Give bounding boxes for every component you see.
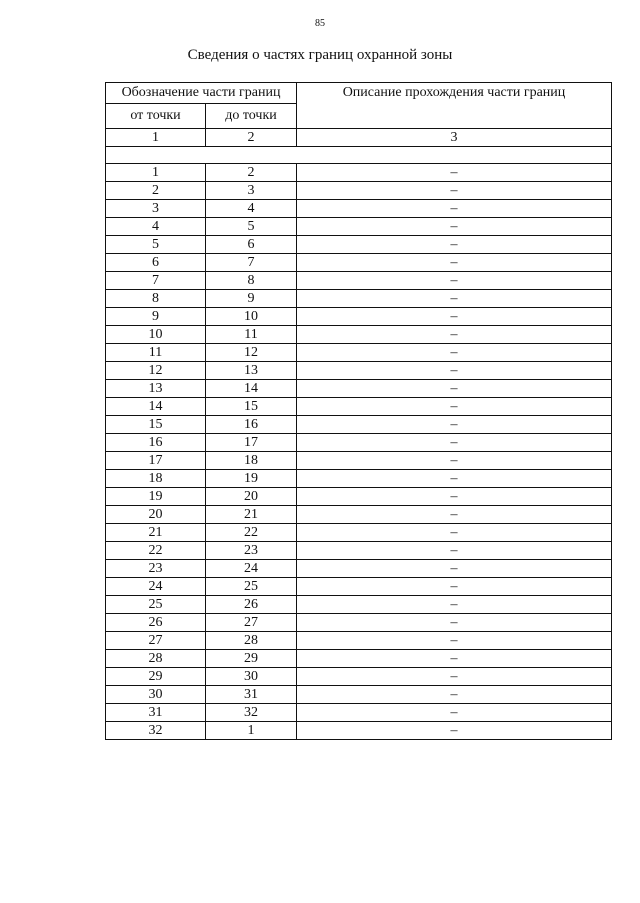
to-point-cell: 18: [206, 452, 297, 470]
table-row: [106, 290, 612, 308]
to-point-cell: 27: [206, 614, 297, 632]
description-cell: –: [297, 182, 612, 200]
to-point-cell: 32: [206, 704, 297, 722]
from-point-cell: 29: [106, 668, 206, 686]
description-cell: –: [297, 236, 612, 254]
boundary-table: [105, 82, 612, 740]
column-number: 3: [297, 129, 612, 147]
description-cell: –: [297, 650, 612, 668]
table-row: [106, 452, 612, 470]
from-point-cell: 19: [106, 488, 206, 506]
description-cell: –: [297, 254, 612, 272]
table-row: [106, 416, 612, 434]
table-row: [106, 578, 612, 596]
description-cell: –: [297, 308, 612, 326]
from-point-cell: 20: [106, 506, 206, 524]
table-row: [106, 398, 612, 416]
to-point-cell: 29: [206, 650, 297, 668]
from-point-cell: 13: [106, 380, 206, 398]
description-cell: –: [297, 416, 612, 434]
from-point-cell: 27: [106, 632, 206, 650]
description-cell: –: [297, 614, 612, 632]
table-row: [106, 560, 612, 578]
table-row: [106, 380, 612, 398]
page-number: 85: [315, 18, 325, 29]
to-point-cell: 31: [206, 686, 297, 704]
to-point-cell: 12: [206, 344, 297, 362]
description-cell: –: [297, 218, 612, 236]
from-point-cell: 1: [106, 164, 206, 182]
column-number: 2: [206, 129, 297, 147]
to-point-cell: 28: [206, 632, 297, 650]
table-row: [106, 506, 612, 524]
table-row: [106, 344, 612, 362]
description-cell: –: [297, 200, 612, 218]
table-row: [106, 614, 612, 632]
to-point-cell: 21: [206, 506, 297, 524]
to-point-cell: 3: [206, 182, 297, 200]
from-point-cell: 25: [106, 596, 206, 614]
table-row: [106, 326, 612, 344]
description-cell: –: [297, 578, 612, 596]
to-point-cell: 16: [206, 416, 297, 434]
column-number: 1: [106, 129, 206, 147]
from-point-cell: 26: [106, 614, 206, 632]
from-point-cell: 16: [106, 434, 206, 452]
from-point-cell: 32: [106, 722, 206, 740]
description-cell: –: [297, 542, 612, 560]
from-point-cell: 10: [106, 326, 206, 344]
to-point-cell: 6: [206, 236, 297, 254]
description-cell: –: [297, 164, 612, 182]
from-point-cell: 12: [106, 362, 206, 380]
to-point-cell: 23: [206, 542, 297, 560]
table-row: [106, 668, 612, 686]
description-cell: –: [297, 380, 612, 398]
to-point-cell: 11: [206, 326, 297, 344]
from-point-cell: 15: [106, 416, 206, 434]
header-description: Описание прохождения части границ: [297, 83, 612, 129]
table-row: [106, 236, 612, 254]
description-cell: –: [297, 326, 612, 344]
from-point-cell: 28: [106, 650, 206, 668]
description-cell: –: [297, 668, 612, 686]
to-point-cell: 4: [206, 200, 297, 218]
from-point-cell: 8: [106, 290, 206, 308]
blank-row: [106, 147, 612, 164]
table-body: [106, 164, 612, 740]
table-row: [106, 434, 612, 452]
to-point-cell: 15: [206, 398, 297, 416]
table-row: [106, 308, 612, 326]
to-point-cell: 7: [206, 254, 297, 272]
table-row: [106, 164, 612, 182]
header-to-point: до точки: [206, 104, 297, 129]
description-cell: –: [297, 398, 612, 416]
to-point-cell: 20: [206, 488, 297, 506]
description-cell: –: [297, 704, 612, 722]
description-cell: –: [297, 434, 612, 452]
from-point-cell: 22: [106, 542, 206, 560]
to-point-cell: 10: [206, 308, 297, 326]
to-point-cell: 26: [206, 596, 297, 614]
from-point-cell: 17: [106, 452, 206, 470]
description-cell: –: [297, 506, 612, 524]
table-row: [106, 200, 612, 218]
document-title: Сведения о частях границ охранной зоны: [187, 47, 453, 63]
from-point-cell: 4: [106, 218, 206, 236]
from-point-cell: 18: [106, 470, 206, 488]
table-row: [106, 686, 612, 704]
table-row: [106, 524, 612, 542]
table-row: [106, 362, 612, 380]
to-point-cell: 17: [206, 434, 297, 452]
to-point-cell: 1: [206, 722, 297, 740]
from-point-cell: 6: [106, 254, 206, 272]
from-point-cell: 7: [106, 272, 206, 290]
table-row: [106, 722, 612, 740]
from-point-cell: 5: [106, 236, 206, 254]
from-point-cell: 2: [106, 182, 206, 200]
from-point-cell: 11: [106, 344, 206, 362]
from-point-cell: 24: [106, 578, 206, 596]
to-point-cell: 30: [206, 668, 297, 686]
from-point-cell: 21: [106, 524, 206, 542]
table-row: [106, 272, 612, 290]
to-point-cell: 24: [206, 560, 297, 578]
to-point-cell: 13: [206, 362, 297, 380]
description-cell: –: [297, 686, 612, 704]
description-cell: –: [297, 362, 612, 380]
table-row: [106, 218, 612, 236]
to-point-cell: 5: [206, 218, 297, 236]
from-point-cell: 31: [106, 704, 206, 722]
to-point-cell: 9: [206, 290, 297, 308]
description-cell: –: [297, 632, 612, 650]
to-point-cell: 8: [206, 272, 297, 290]
to-point-cell: 22: [206, 524, 297, 542]
to-point-cell: 14: [206, 380, 297, 398]
from-point-cell: 30: [106, 686, 206, 704]
table-row: [106, 470, 612, 488]
description-cell: –: [297, 344, 612, 362]
header-boundary-designation: Обозначение части границ: [106, 83, 297, 104]
from-point-cell: 14: [106, 398, 206, 416]
description-cell: –: [297, 470, 612, 488]
description-cell: –: [297, 290, 612, 308]
to-point-cell: 19: [206, 470, 297, 488]
description-cell: –: [297, 452, 612, 470]
table-row: [106, 596, 612, 614]
table-row: [106, 704, 612, 722]
table-row: [106, 254, 612, 272]
description-cell: –: [297, 488, 612, 506]
description-cell: –: [297, 560, 612, 578]
description-cell: –: [297, 524, 612, 542]
from-point-cell: 9: [106, 308, 206, 326]
description-cell: –: [297, 722, 612, 740]
table-row: [106, 650, 612, 668]
to-point-cell: 2: [206, 164, 297, 182]
table-row: [106, 542, 612, 560]
description-cell: –: [297, 596, 612, 614]
from-point-cell: 3: [106, 200, 206, 218]
table-row: [106, 182, 612, 200]
description-cell: –: [297, 272, 612, 290]
table-row: [106, 488, 612, 506]
table-row: [106, 632, 612, 650]
from-point-cell: 23: [106, 560, 206, 578]
header-from-point: от точки: [106, 104, 206, 129]
to-point-cell: 25: [206, 578, 297, 596]
